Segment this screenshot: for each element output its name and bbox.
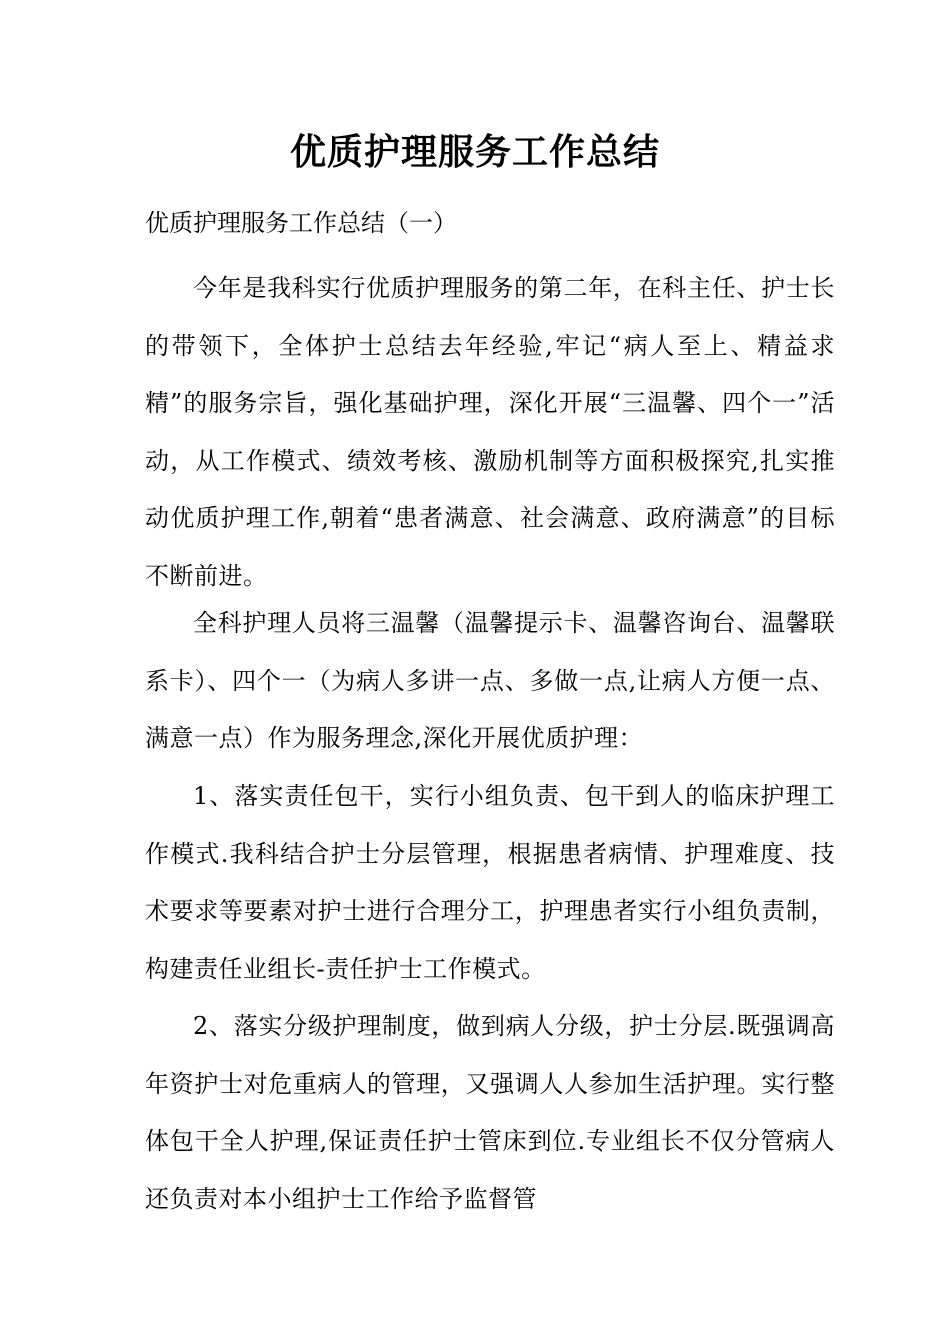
paragraph-item-1: 1、落实责任包干，实行小组负责、包干到人的临床护理工作模式.我科结合护士分层管理，根据患者病情、护理难度、技术要求等要素对护士进行合理分工，护理患者实行小组负责制，构建责任业组长-责任护士工作模式。 — [145, 782, 835, 983]
document-title: 优质护理服务工作总结 — [289, 132, 660, 173]
paragraph-item-2: 2、落实分级护理制度，做到病人分级，护士分层.既强调高年资护士对危重病人的管理，又强调人人参加生活护理。实行整体包干全人护理,保证责任护士管床到位.专业组长不仅分管病人还负责对本小组护士工作给予监督管 — [145, 1012, 835, 1213]
paragraph-service-concept: 全科护理人员将三温馨（温馨提示卡、温馨咨询台、温馨联系卡）、四个一（为病人多讲一点、多做一点,让病人方便一点、满意一点）作为服务理念,深化开展优质护理： — [145, 609, 835, 752]
section-heading: 优质护理服务工作总结（一） — [145, 209, 457, 237]
paragraph-intro: 今年是我科实行优质护理服务的第二年，在科主任、护士长的带领下，全体护士总结去年经验,牢记“病人至上、精益求精”的服务宗旨，强化基础护理，深化开展“三温馨、四个一”活动，从工作模式、绩效考核、激励机制等方面积极探究,扎实推动优质护理工作,朝着“患者满意、社会满意、政府满意”的目标不断前进。 — [145, 274, 835, 590]
